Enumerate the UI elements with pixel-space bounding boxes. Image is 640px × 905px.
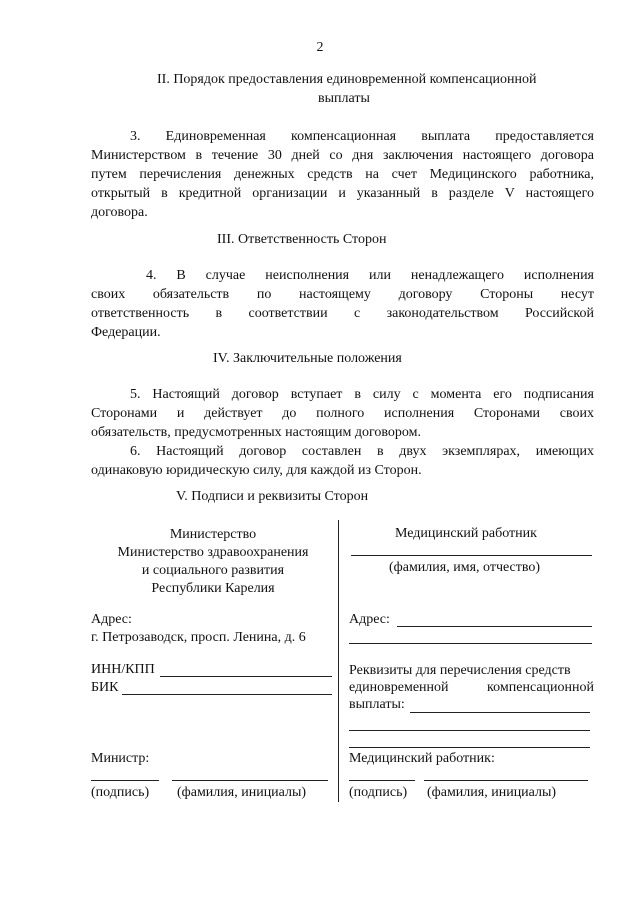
worker-requisites xyxy=(349,662,594,713)
ministry-name-line xyxy=(172,780,328,781)
ministry-signer-label: Министр: xyxy=(91,751,150,766)
worker-sign-caption: (подпись) xyxy=(349,785,408,800)
paragraph-6-line: одинаковую юридическую силу, для каждой из Сторон. xyxy=(91,463,422,478)
paragraph-6 xyxy=(91,442,594,480)
section-3-title: III. Ответственность Сторон xyxy=(217,232,387,247)
ministry-inn-label: ИНН/КПП xyxy=(91,662,155,677)
parties-divider xyxy=(338,520,339,802)
worker-fio-caption: (фамилия, имя, отчество) xyxy=(389,560,541,575)
paragraph-5-line: Сторонами и действует до полного исполнения Сторонами своих xyxy=(91,406,594,421)
paragraph-5-line: 5. Настоящий договор вступает в силу с момента его подписания xyxy=(130,387,594,402)
worker-fio-line xyxy=(351,555,592,556)
worker-requisites-line-3 xyxy=(349,747,590,748)
worker-requisites-line: единовременной компенсационной xyxy=(349,680,594,695)
paragraph-5 xyxy=(91,385,594,442)
ministry-address-label: Адрес: xyxy=(91,612,132,627)
paragraph-3-line: открытый в кредитной организации и указанный в разделе V настоящего xyxy=(91,186,594,201)
page-number: 2 xyxy=(316,40,324,55)
paragraph-3-line: Министерством в течение 30 дней со дня заключения настоящего договора xyxy=(91,148,594,163)
paragraph-4-line: своих обязательств по настоящему договору Стороны несут xyxy=(91,287,594,302)
paragraph-3-line: путем перечисления денежных средств на счет Медицинского работника, xyxy=(91,167,594,182)
ministry-bik-label: БИК xyxy=(91,680,119,695)
worker-requisites-line-1 xyxy=(410,712,590,713)
paragraph-4-line: 4. В случае неисполнения или ненадлежащего исполнения xyxy=(146,268,594,283)
worker-party-title: Медицинский работник xyxy=(395,526,537,541)
worker-name-line xyxy=(424,780,588,781)
ministry-org-line: и социального развития xyxy=(141,563,285,578)
worker-signer-label: Медицинский работник: xyxy=(349,751,495,766)
worker-requisites-line: Реквизиты для перечисления средств xyxy=(349,663,571,678)
ministry-address-value: г. Петрозаводск, просп. Ленина, д. 6 xyxy=(91,630,306,645)
ministry-sign-caption: (подпись) xyxy=(91,785,150,800)
ministry-signature-line xyxy=(91,780,159,781)
section-4-title: IV. Заключительные положения xyxy=(213,351,402,366)
ministry-org-line: Министерство здравоохранения xyxy=(117,545,309,560)
worker-address-line-1 xyxy=(397,626,592,627)
paragraph-4-line: Федерации. xyxy=(91,325,161,340)
paragraph-4-line: ответственность в соответствии с законодательством Российской xyxy=(91,306,594,321)
ministry-org-line: Республики Карелия xyxy=(151,581,275,596)
section-5-title: V. Подписи и реквизиты Сторон xyxy=(176,489,369,504)
paragraph-5-line: обязательств, предусмотренных настоящим договором. xyxy=(91,425,421,440)
paragraph-6-line: 6. Настоящий договор составлен в двух экземплярах, имеющих xyxy=(130,444,594,459)
ministry-inn-line xyxy=(160,676,332,677)
section-2-title-line1: II. Порядок предоставления единовременной компенсационной xyxy=(157,72,537,87)
worker-name-caption: (фамилия, инициалы) xyxy=(427,785,557,800)
worker-requisites-line: выплаты: xyxy=(349,697,405,712)
ministry-bik-line xyxy=(122,694,332,695)
ministry-name-caption: (фамилия, инициалы) xyxy=(177,785,307,800)
paragraph-3 xyxy=(91,127,594,222)
worker-address-label: Адрес: xyxy=(349,612,390,627)
worker-address-line-2 xyxy=(349,643,592,644)
paragraph-3-line: 3. Единовременная компенсационная выплата предоставляется xyxy=(130,129,594,144)
ministry-org-line: Министерство xyxy=(169,527,257,542)
worker-signature-line xyxy=(349,780,415,781)
paragraph-4 xyxy=(91,266,594,342)
worker-requisites-line-2 xyxy=(349,730,590,731)
ministry-block xyxy=(88,526,338,598)
paragraph-3-line: договора. xyxy=(91,205,148,220)
section-2-title-line2: выплаты xyxy=(318,91,370,106)
